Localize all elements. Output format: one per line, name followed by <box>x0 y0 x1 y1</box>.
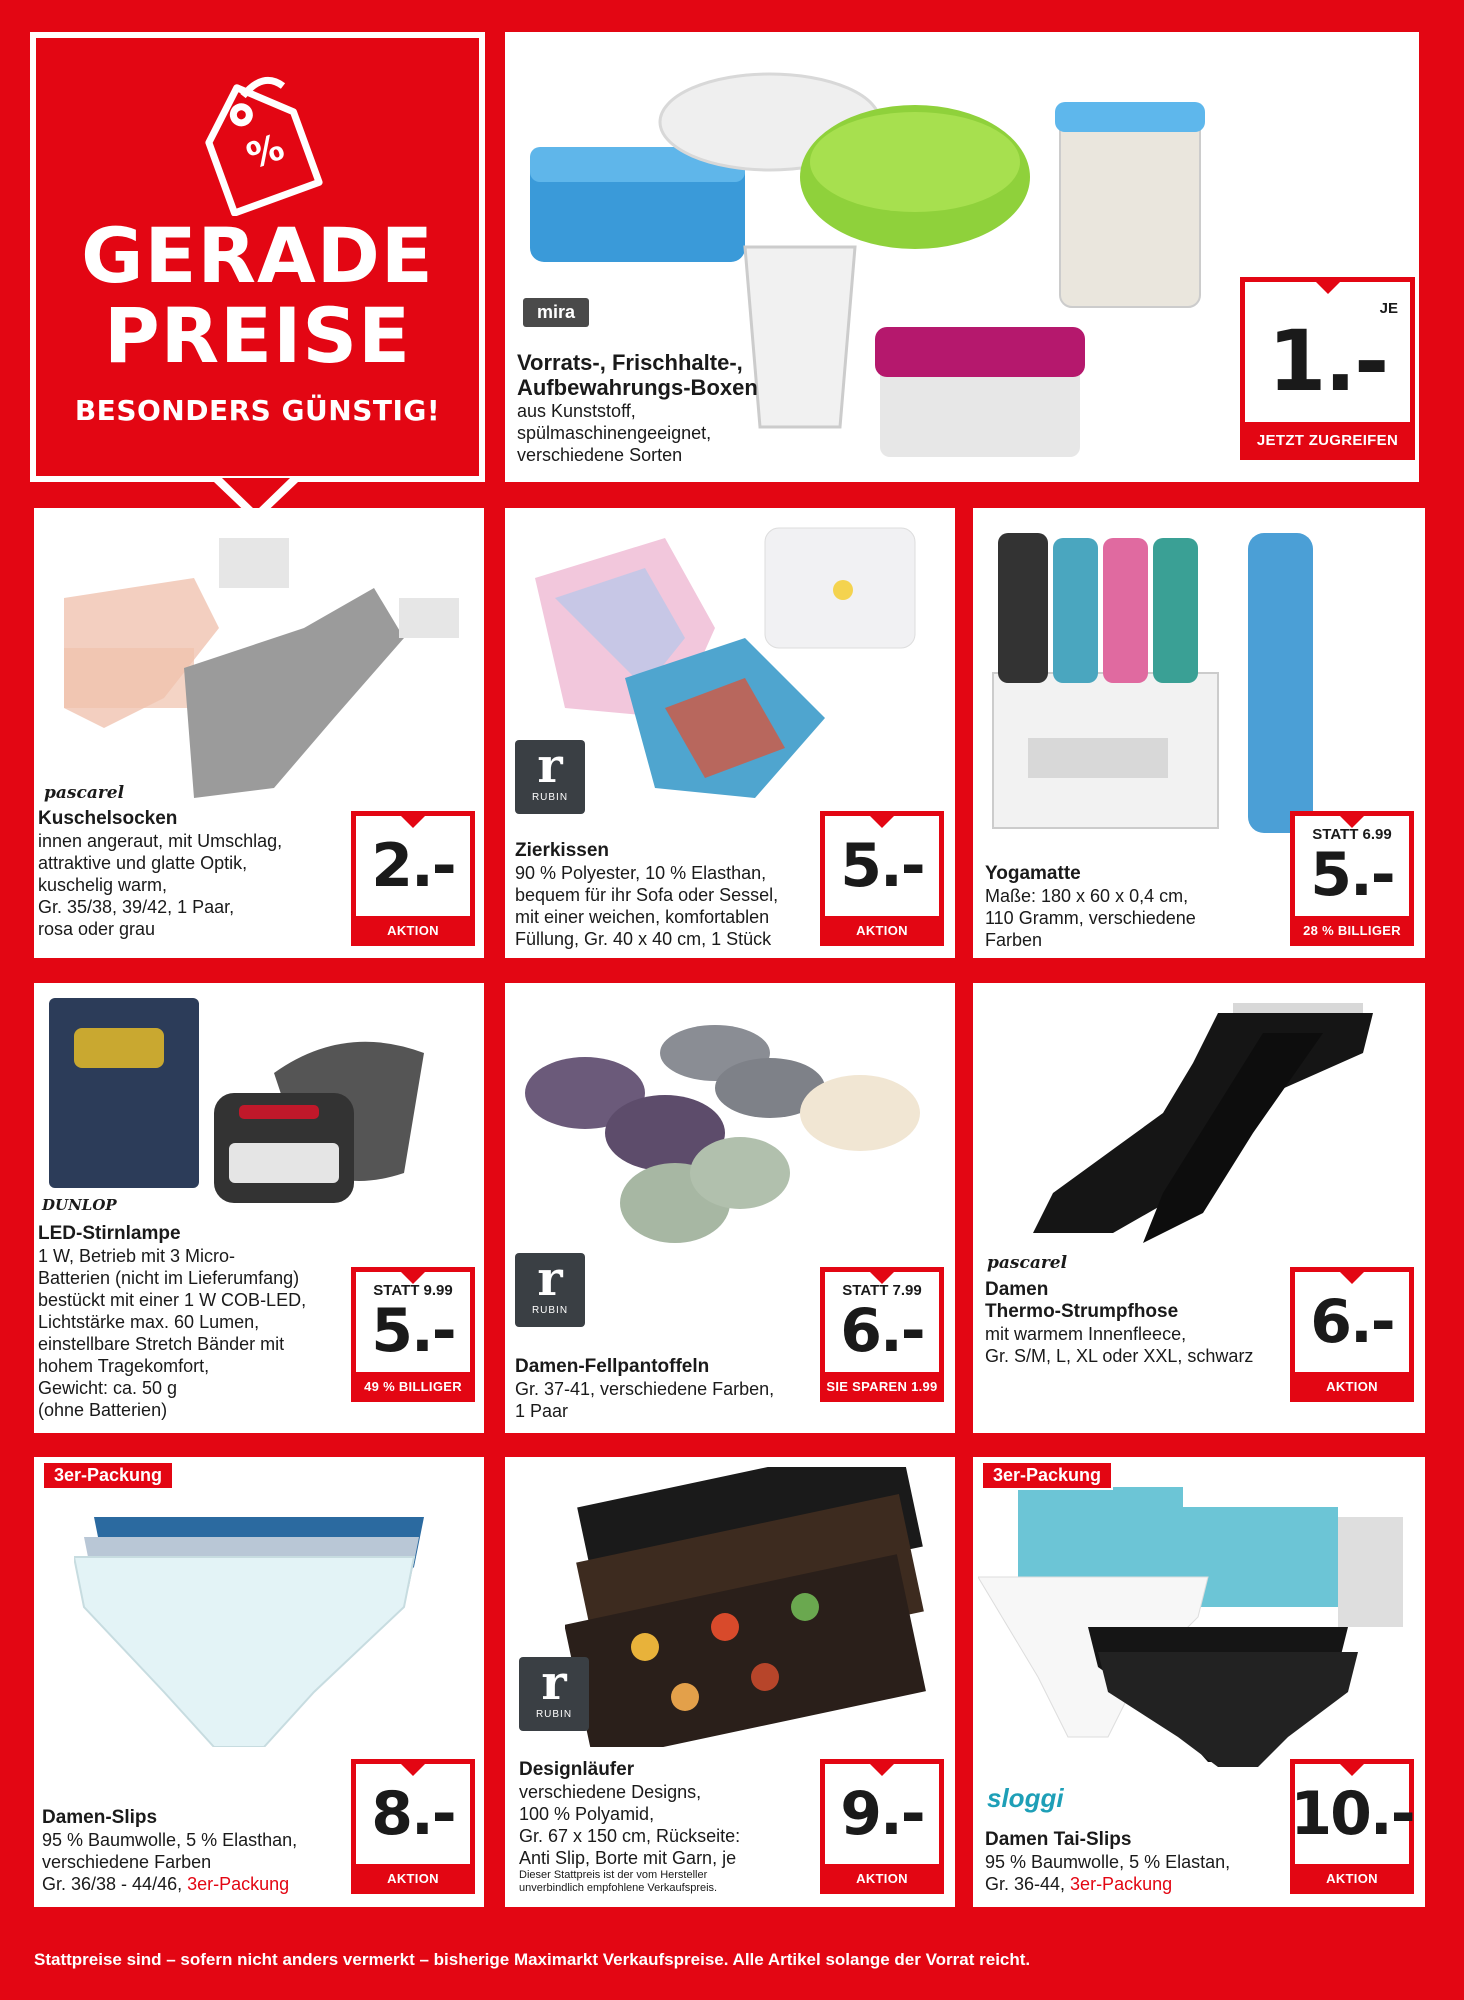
price-label: 49 % BILLIGER <box>364 1379 462 1394</box>
product-card-tights[interactable] <box>973 983 1425 1433</box>
brand-name: RUBIN <box>531 792 569 803</box>
desc-line: bestückt mit einer 1 W COB-LED, <box>38 1290 307 1310</box>
desc-line: innen angeraut, mit Umschlag, <box>38 831 283 851</box>
size-line <box>42 1873 297 1895</box>
brand-logo-dunlop: DUNLOP <box>42 1196 117 1214</box>
desc-line: 1 W, Betrieb mit 3 Micro- <box>38 1246 236 1266</box>
price-value: 1.- <box>1267 312 1388 410</box>
price-label: AKTION <box>387 1871 439 1886</box>
desc-line: 90 % Polyester, 10 % Elasthan, <box>515 863 767 883</box>
hero-title-line2: PREISE <box>103 291 412 380</box>
footer-disclaimer: Stattpreise sind – sofern nicht anders vermerkt – bisherige Maximarkt Verkaufspreise. Alle Artikel solange der Vorrat reicht. <box>34 1950 1031 1969</box>
desc-line: Lichtstärke max. 60 Lumen, <box>38 1312 260 1332</box>
desc-line: verschiedene Sorten <box>517 445 683 465</box>
price-label: AKTION <box>856 1871 908 1886</box>
price-box <box>820 811 944 946</box>
desc-line: 110 Gramm, verschiedene <box>985 908 1196 928</box>
tights-image <box>993 993 1413 1253</box>
size-line <box>985 1873 1230 1895</box>
desc-line: Farben <box>985 930 1043 950</box>
product-title: Damen Tai-Slips <box>985 1829 1132 1850</box>
slippers-text <box>515 1356 774 1422</box>
product-card-slips[interactable] <box>34 1457 484 1907</box>
desc-line: 1 Paar <box>515 1401 569 1421</box>
desc-line: verschiedene Designs, <box>519 1782 702 1802</box>
desc-line: Füllung, Gr. 40 x 40 cm, 1 Stück <box>515 929 772 949</box>
price-value: 6.- <box>1310 1287 1394 1357</box>
statt-price: STATT 9.99 <box>373 1282 453 1299</box>
desc-line: kuschelig warm, <box>38 875 168 895</box>
desc-line: 95 % Baumwolle, 5 % Elastan, <box>985 1852 1231 1872</box>
price-value: 9.- <box>840 1779 924 1849</box>
slippers-image <box>515 1023 945 1253</box>
desc-line: attraktive und glatte Optik, <box>38 853 248 873</box>
size-text: Gr. 36-44, <box>985 1874 1071 1894</box>
lamp-text <box>38 1223 306 1421</box>
desc-line: Gr. 37-41, verschiedene Farben, <box>515 1379 775 1399</box>
brand-logo-rubin: r RUBIN <box>515 740 585 814</box>
product-card-socks[interactable] <box>34 508 484 958</box>
pillow-image <box>525 518 945 818</box>
svg-text:%: % <box>241 126 290 178</box>
product-title-2: Aufbewahrungs-Boxen <box>517 375 758 400</box>
socks-text <box>38 808 282 940</box>
price-notch <box>401 1764 425 1776</box>
socks-image <box>44 528 464 808</box>
size-pack: 3er-Packung <box>187 1874 290 1894</box>
product-title: Designläufer <box>519 1759 635 1780</box>
price-notch <box>1316 282 1340 294</box>
pillow-text <box>515 840 778 950</box>
product-card-yoga[interactable] <box>973 508 1425 958</box>
desc-line: mit warmem Innenfleece, <box>985 1324 1187 1344</box>
desc-line: 95 % Baumwolle, 5 % Elasthan, <box>42 1830 298 1850</box>
price-box <box>351 1759 475 1894</box>
desc-line: Batterien (nicht im Lieferumfang) <box>38 1268 300 1288</box>
hero-pointer-inner <box>222 478 290 511</box>
taislips-text <box>985 1829 1230 1895</box>
price-notch <box>1340 816 1364 828</box>
price-value: 6.- <box>840 1296 924 1366</box>
desc-line: spülmaschinengeeignet, <box>517 423 712 443</box>
pack-tag: 3er-Packung <box>981 1461 1113 1490</box>
desc-line: 100 % Polyamid, <box>519 1804 655 1824</box>
disclaimer-line: Dieser Stattpreis ist der vom Hersteller <box>519 1869 708 1881</box>
price-value: 8.- <box>371 1779 455 1849</box>
tai-slips-image <box>978 1477 1418 1767</box>
price-notch <box>870 1272 894 1284</box>
price-notch <box>1340 1764 1364 1776</box>
statt-price: STATT 6.99 <box>1312 826 1392 843</box>
price-notch <box>401 816 425 828</box>
desc-line: Gr. 67 x 150 cm, Rückseite: <box>519 1826 741 1846</box>
desc-line: Gr. S/M, L, XL oder XXL, schwarz <box>985 1346 1254 1366</box>
price-box <box>820 1267 944 1402</box>
price-notch <box>870 816 894 828</box>
runner-text <box>519 1759 740 1895</box>
price-label: AKTION <box>387 923 439 938</box>
size-text: Gr. 36/38 - 44/46, <box>42 1874 188 1894</box>
price-value: 5.- <box>1310 840 1394 910</box>
price-value: 10.- <box>1290 1779 1414 1849</box>
price-label: JETZT ZUGREIFEN <box>1256 432 1399 449</box>
brand-name: RUBIN <box>531 1305 569 1316</box>
brand-logo-sloggi: sloggi <box>987 1783 1064 1813</box>
brand-name: RUBIN <box>535 1709 573 1720</box>
yoga-mat-image <box>988 523 1408 843</box>
product-title: Damen <box>985 1279 1049 1300</box>
price-label: AKTION <box>856 923 908 938</box>
hero-banner <box>30 32 485 482</box>
brand-logo-pascarel: pascarel <box>987 1253 1068 1273</box>
product-title: Damen-Fellpantoffeln <box>515 1356 710 1377</box>
price-label: AKTION <box>1326 1871 1378 1886</box>
slips-text <box>42 1807 297 1895</box>
price-label: AKTION <box>1326 1379 1378 1394</box>
product-card-runner[interactable] <box>505 1457 955 1907</box>
price-box <box>1290 1759 1414 1894</box>
price-notch <box>1340 1272 1364 1284</box>
product-title: Vorrats-, Frischhalte-, <box>517 350 743 375</box>
price-notch <box>870 1764 894 1776</box>
desc-line: Maße: 180 x 60 x 0,4 cm, <box>985 886 1189 906</box>
desc-line: hohem Tragekomfort, <box>38 1356 210 1376</box>
desc-line: rosa oder grau <box>38 919 156 939</box>
desc-line: verschiedene Farben <box>42 1852 212 1872</box>
product-card-pillow[interactable] <box>505 508 955 958</box>
brand-logo-mira: mira <box>523 298 589 327</box>
price-label: SIE SPAREN 1.99 <box>826 1379 938 1394</box>
price-value: 2.- <box>371 831 455 901</box>
product-title: Kuschelsocken <box>38 808 178 829</box>
disclaimer-line: unverbindlich empfohlene Verkaufspreis. <box>519 1882 718 1894</box>
product-title: Yogamatte <box>985 863 1081 884</box>
product-card-slippers[interactable] <box>505 983 955 1433</box>
price-label: 28 % BILLIGER <box>1303 923 1401 938</box>
price-box <box>820 1759 944 1894</box>
price-je: JE <box>1379 300 1398 317</box>
price-tag-icon <box>183 66 333 216</box>
runner-image <box>565 1467 945 1747</box>
desc-line: einstellbare Stretch Bänder mit <box>38 1334 285 1354</box>
slips-image <box>74 1507 444 1747</box>
price-box <box>1240 277 1415 460</box>
product-card-lamp[interactable] <box>34 983 484 1433</box>
brand-logo-pascarel: pascarel <box>44 783 125 803</box>
price-value: 5.- <box>371 1296 455 1366</box>
size-pack: 3er-Packung <box>1070 1874 1173 1894</box>
desc-line: (ohne Batterien) <box>38 1400 168 1420</box>
product-title-2: Thermo-Strumpfhose <box>985 1301 1179 1322</box>
desc-line: Gr. 35/38, 39/42, 1 Paar, <box>38 897 235 917</box>
tights-text <box>985 1279 1253 1367</box>
product-title: Damen-Slips <box>42 1807 158 1828</box>
desc-line: Anti Slip, Borte mit Garn, je <box>519 1848 737 1868</box>
desc-line: bequem für ihr Sofa oder Sessel, <box>515 885 779 905</box>
price-box <box>351 1267 475 1402</box>
price-box <box>1290 1267 1414 1402</box>
desc-line: mit einer weichen, komfortablen <box>515 907 770 927</box>
desc-line: aus Kunststoff, <box>517 401 636 421</box>
boxes-text <box>517 350 758 466</box>
product-card-boxes[interactable] <box>505 32 1419 482</box>
hero-subtitle: BESONDERS GÜNSTIG! <box>74 394 441 427</box>
brand-logo-rubin: r RUBIN <box>519 1657 589 1731</box>
product-card-taislips[interactable] <box>973 1457 1425 1907</box>
brand-logo-rubin: r RUBIN <box>515 1253 585 1327</box>
desc-line: Gewicht: ca. 50 g <box>38 1378 178 1398</box>
price-box <box>351 811 475 946</box>
price-box <box>1290 811 1414 946</box>
headlamp-image <box>44 993 474 1223</box>
price-value: 5.- <box>840 831 924 901</box>
yoga-text <box>985 863 1196 951</box>
statt-price: STATT 7.99 <box>842 1282 922 1299</box>
product-title: LED-Stirnlampe <box>38 1223 181 1244</box>
product-title: Zierkissen <box>515 840 609 861</box>
hero-title-line1: GERADE <box>81 211 434 300</box>
price-notch <box>401 1272 425 1284</box>
pack-tag: 3er-Packung <box>42 1461 174 1490</box>
